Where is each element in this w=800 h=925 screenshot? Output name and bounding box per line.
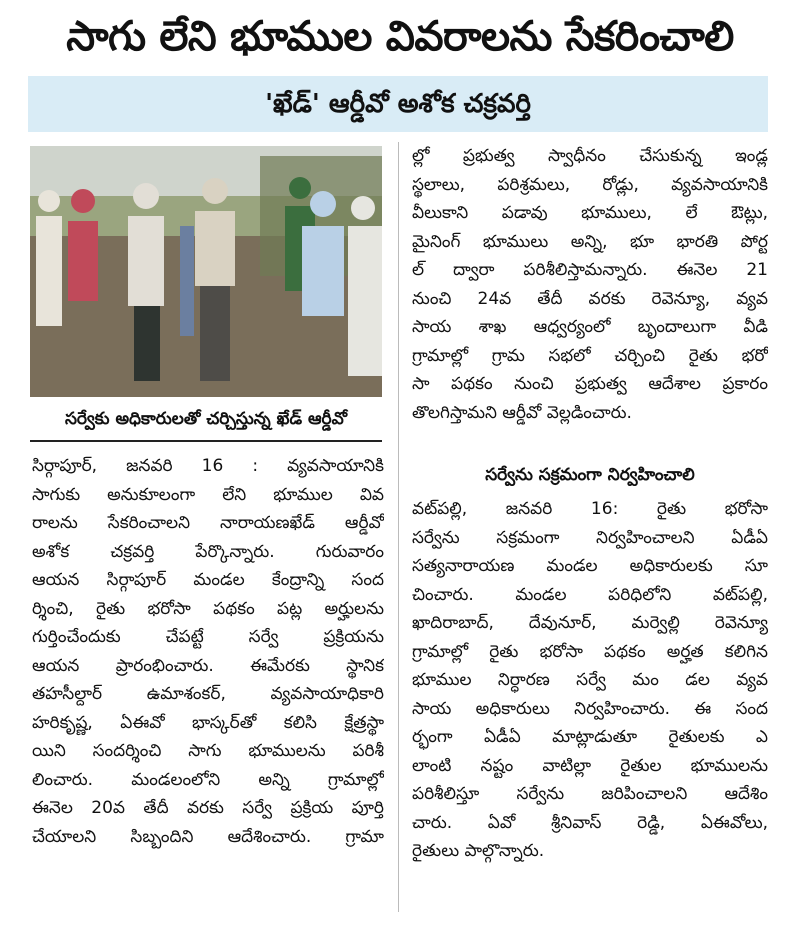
left-line: అశోక చక్రవర్తి పేర్కొన్నారు. గురువారం [32,541,384,562]
right-line: సాయ అధికారులు నిర్వహించారు. ఈ సంద [412,698,768,719]
left-line: సాగుకు అనుకూలంగా లేని భూముల వివ [32,484,384,505]
right-line: స్థలాలు, పరిశ్రమలు, రోడ్లు, వ్యవసాయానికి [412,174,768,195]
right-line: రైతులు పాల్గొన్నారు. [412,841,545,861]
right-line: భూముల నిర్ధారణ సర్వే మం డల వ్యవ [412,670,768,690]
right-line: వట్‌పల్లి, జనవరి 16: రైతు భరోసా [412,499,768,519]
right-line: సత్యనారాయణ మండల అధికారులకు సూ [412,556,768,576]
right-line: తొలగిస్తామని ఆర్డీవో వెల్లడించారు. [412,402,632,423]
subheadline: 'ఖేడ్' ఆర్డీవో అశోక చక్రవర్తి [265,89,531,119]
right-line: ర్భంగా ఏడీఏ మాట్లాడుతూ రైతులకు ఎ [412,727,768,747]
left-line: గుర్తించేందుకు చేపట్టే సర్వే ప్రక్రియను [32,627,384,647]
section-subheading: సర్వేను సక్రమంగా నిర్వహించాలి [485,465,695,485]
right-line: ఖాదిరాబాద్, దేవునూర్, మర్వెల్లి రెవెన్యూ [412,613,768,633]
left-line: ర్శించి, రైతు భరోసా పథకం పట్ల అర్హులను [32,598,384,619]
left-line: లించారు. మండలంలోని అన్ని గ్రామాల్లో [32,769,384,790]
right-line: ల్ ద్వారా పరిశీలిస్తామన్నారు. ఈనెల 21 [412,260,768,280]
right-line: నుంచి 24వ తేదీ వరకు రెవెన్యూ, వ్యవ [412,288,768,309]
right-line: మైనింగ్ భూములు అన్ని, భూ భారతి పోర్ట [412,231,768,252]
left-line: ఈనెల 20వ తేదీ వరకు సర్వే ప్రక్రియ పూర్తి [32,798,384,818]
right-line: చారు. ఏవో శ్రీనివాస్ రెడ్డి, ఏఈవోలు, [412,812,768,833]
right-line: సా పథకం నుంచి ప్రభుత్వ ఆదేశాల ప్రకారం [412,374,768,394]
left-line: ఆయన సిర్గాపూర్ మండల కేంద్రాన్ని సంద [32,570,384,590]
caption-rule [30,440,382,442]
subheadline-band [28,76,768,132]
left-line: సిర్గాపూర్, జనవరి 16 : వ్యవసాయానికి [32,456,384,476]
news-photo [30,146,382,397]
right-line: చించారు. మండల పరిధిలోని వట్‌పల్లి, [412,584,768,605]
right-column-bottom [412,495,768,866]
right-line: సాయ శాఖ ఆధ్వర్యంలో బృందాలుగా వీడి [412,317,768,337]
left-column [32,452,384,851]
right-line: వీలుకాని పడావు భూములు, లే ఔట్లు, [412,203,768,223]
photo-illustration [30,146,382,397]
right-line: ల్లో ప్రభుత్వ స్వాధీనం చేసుకున్న ఇండ్ల [412,146,768,166]
left-line: హరికృష్ణ, ఏఈవో భాస్కర్‌తో కలిసి క్షేత్రస్థా [32,712,384,733]
left-line: రాలను సేకరించాలని నారాయణఖేడ్ ఆర్డీవో [32,513,384,533]
right-line: లాంటి నష్టం వాటిల్లా రైతుల భూములను [412,755,768,776]
left-line: యిని సందర్శించి సాగు భూములను పరిశీ [32,741,384,761]
left-line: ఆయన ప్రారంభించారు. ఈమేరకు స్థానిక [32,655,384,676]
headline: సాగు లేని భూముల వివరాలను సేకరించాలి [66,12,734,60]
right-line: గ్రామాల్లో గ్రామ సభలో చర్చించి రైతు భరో [412,345,768,366]
right-column-top [412,142,768,427]
left-line: తహసీల్దార్ ఉమాశంకర్, వ్యవసాయాధికారి [32,684,384,704]
right-line: పరిశీలిస్తూ సర్వేను జరిపించాలని ఆదేశిం [412,784,768,804]
right-line: సర్వేను సక్రమంగా నిర్వహించాలని ఏడీఏ [412,527,768,548]
left-line: చేయాలని సిబ్బందిని ఆదేశించారు. గ్రామా [32,826,384,847]
column-divider [398,142,399,912]
right-line: గ్రామాల్లో రైతు భరోసా పథకం అర్హత కలిగిన [412,641,768,662]
photo-caption: సర్వేకు అధికారులతో చర్చిస్తున్న ఖేడ్ ఆర్డీవో [64,409,348,429]
